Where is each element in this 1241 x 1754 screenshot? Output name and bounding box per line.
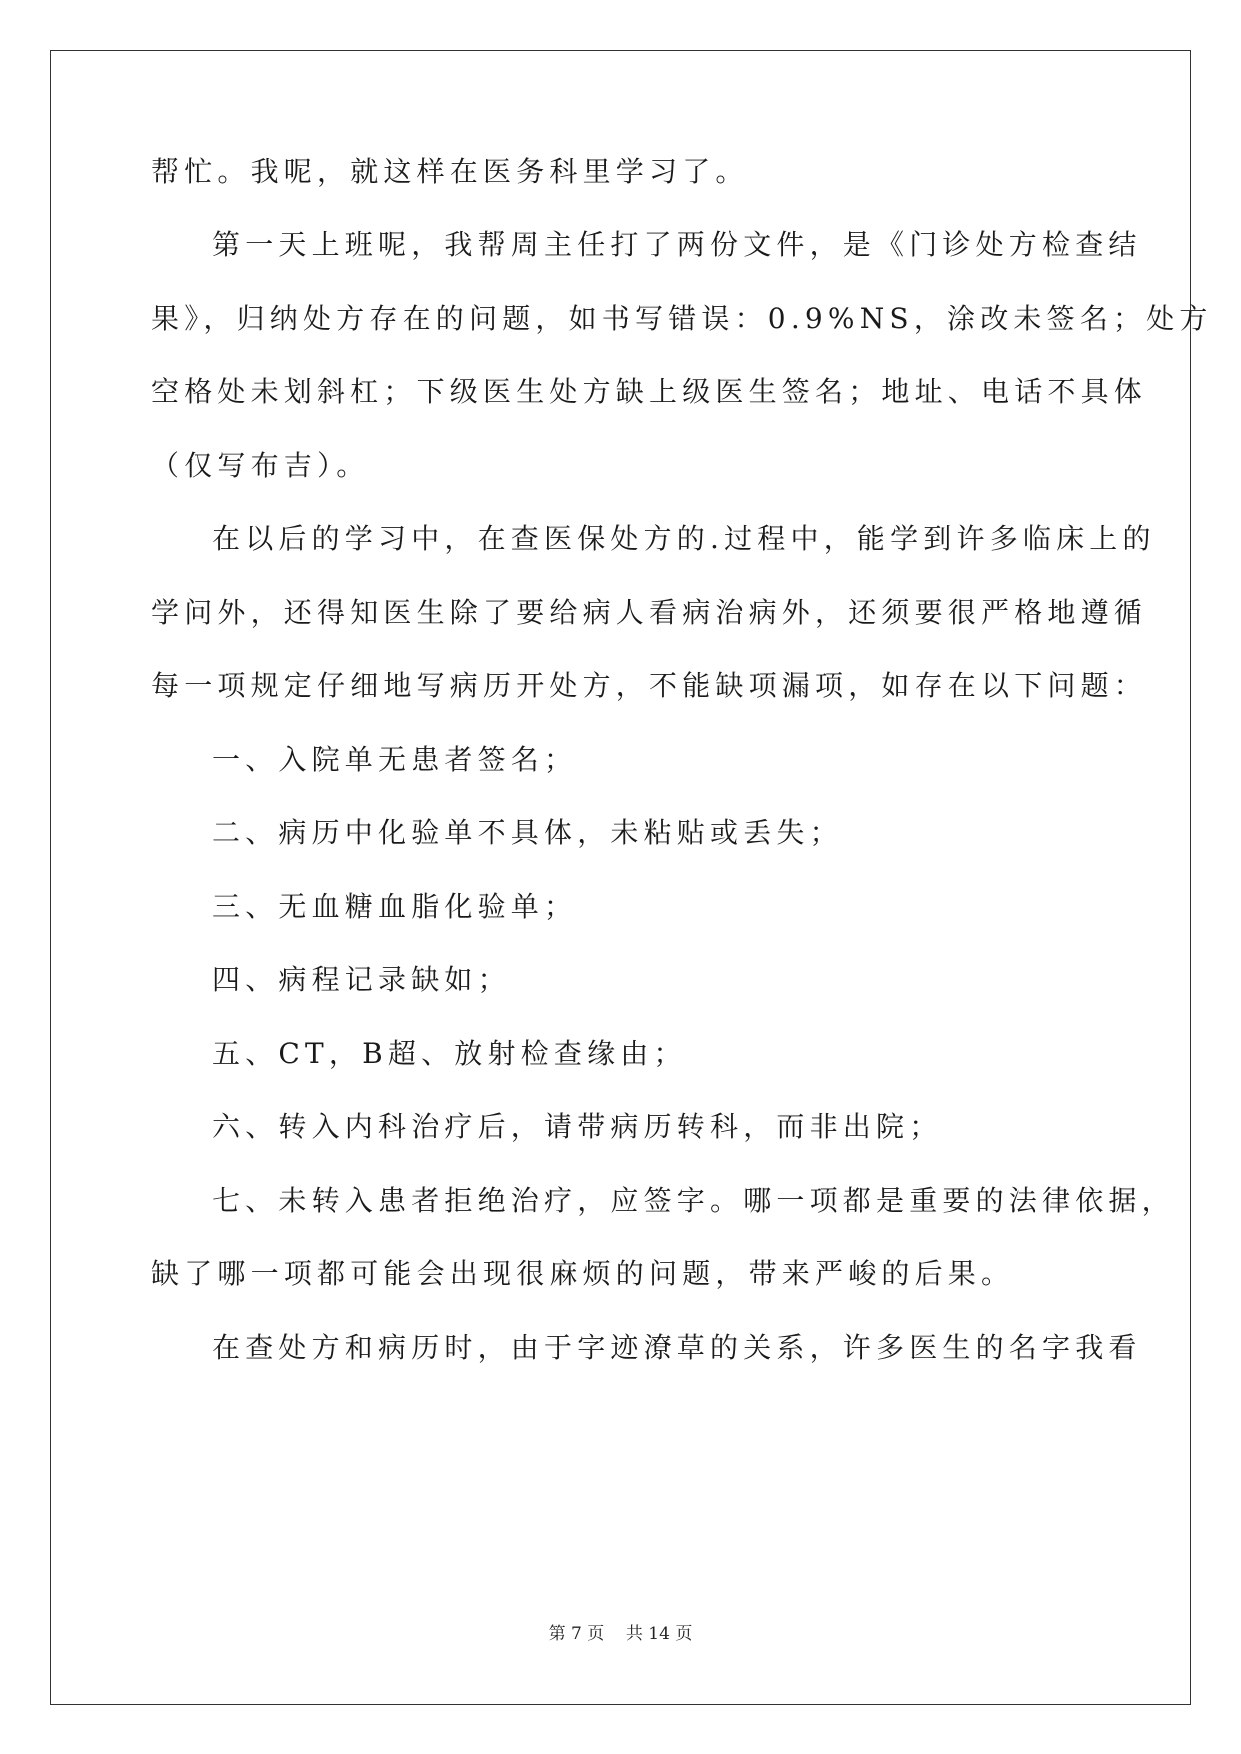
list-item-6: 六、转入内科治疗后，请带病历转科，而非出院； (212, 1110, 943, 1143)
list-item-4: 四、病程记录缺如； (212, 963, 511, 996)
text-line-2: 第一天上班呢，我帮周主任打了两份文件，是《门诊处方检查结 (212, 228, 1142, 261)
text-line-5: （仅写布吉）。 (151, 449, 370, 482)
list-item-3: 三、无血糖血脂化验单； (212, 890, 578, 923)
text-line-4: 空格处未划斜杠；下级医生处方缺上级医生签名；地址、电话不具体 (151, 375, 1148, 408)
text-line-6: 在以后的学习中，在查医保处方的.过程中，能学到许多临床上的 (212, 522, 1156, 555)
text-line-3: 果》，归纳处方存在的问题，如书写错误：0.9%NS，涂改未签名；处方 (151, 302, 1213, 335)
list-item-1: 一、入院单无患者签名； (212, 743, 578, 776)
text-line-1: 帮忙。我呢，就这样在医务科里学习了。 (151, 155, 749, 188)
list-item-7: 七、未转入患者拒绝治疗，应签字。哪一项都是重要的法律依据， (212, 1184, 1175, 1217)
page-border (50, 50, 1191, 1705)
list-item-2: 二、病历中化验单不具体，未粘贴或丢失； (212, 816, 843, 849)
text-line-17: 在查处方和病历时，由于字迹潦草的关系，许多医生的名字我看 (212, 1331, 1142, 1364)
text-line-16: 缺了哪一项都可能会出现很麻烦的问题，带来严峻的后果。 (151, 1257, 1015, 1290)
text-line-8: 每一项规定仔细地写病历开处方，不能缺项漏项，如存在以下问题： (151, 669, 1148, 702)
list-item-5: 五、CT，B超、放射检查缘由； (212, 1037, 687, 1070)
text-line-7: 学问外，还得知医生除了要给病人看病治病外，还须要很严格地遵循 (151, 596, 1148, 629)
page-number-footer: 第 7 页 共 14 页 (548, 1624, 693, 1644)
